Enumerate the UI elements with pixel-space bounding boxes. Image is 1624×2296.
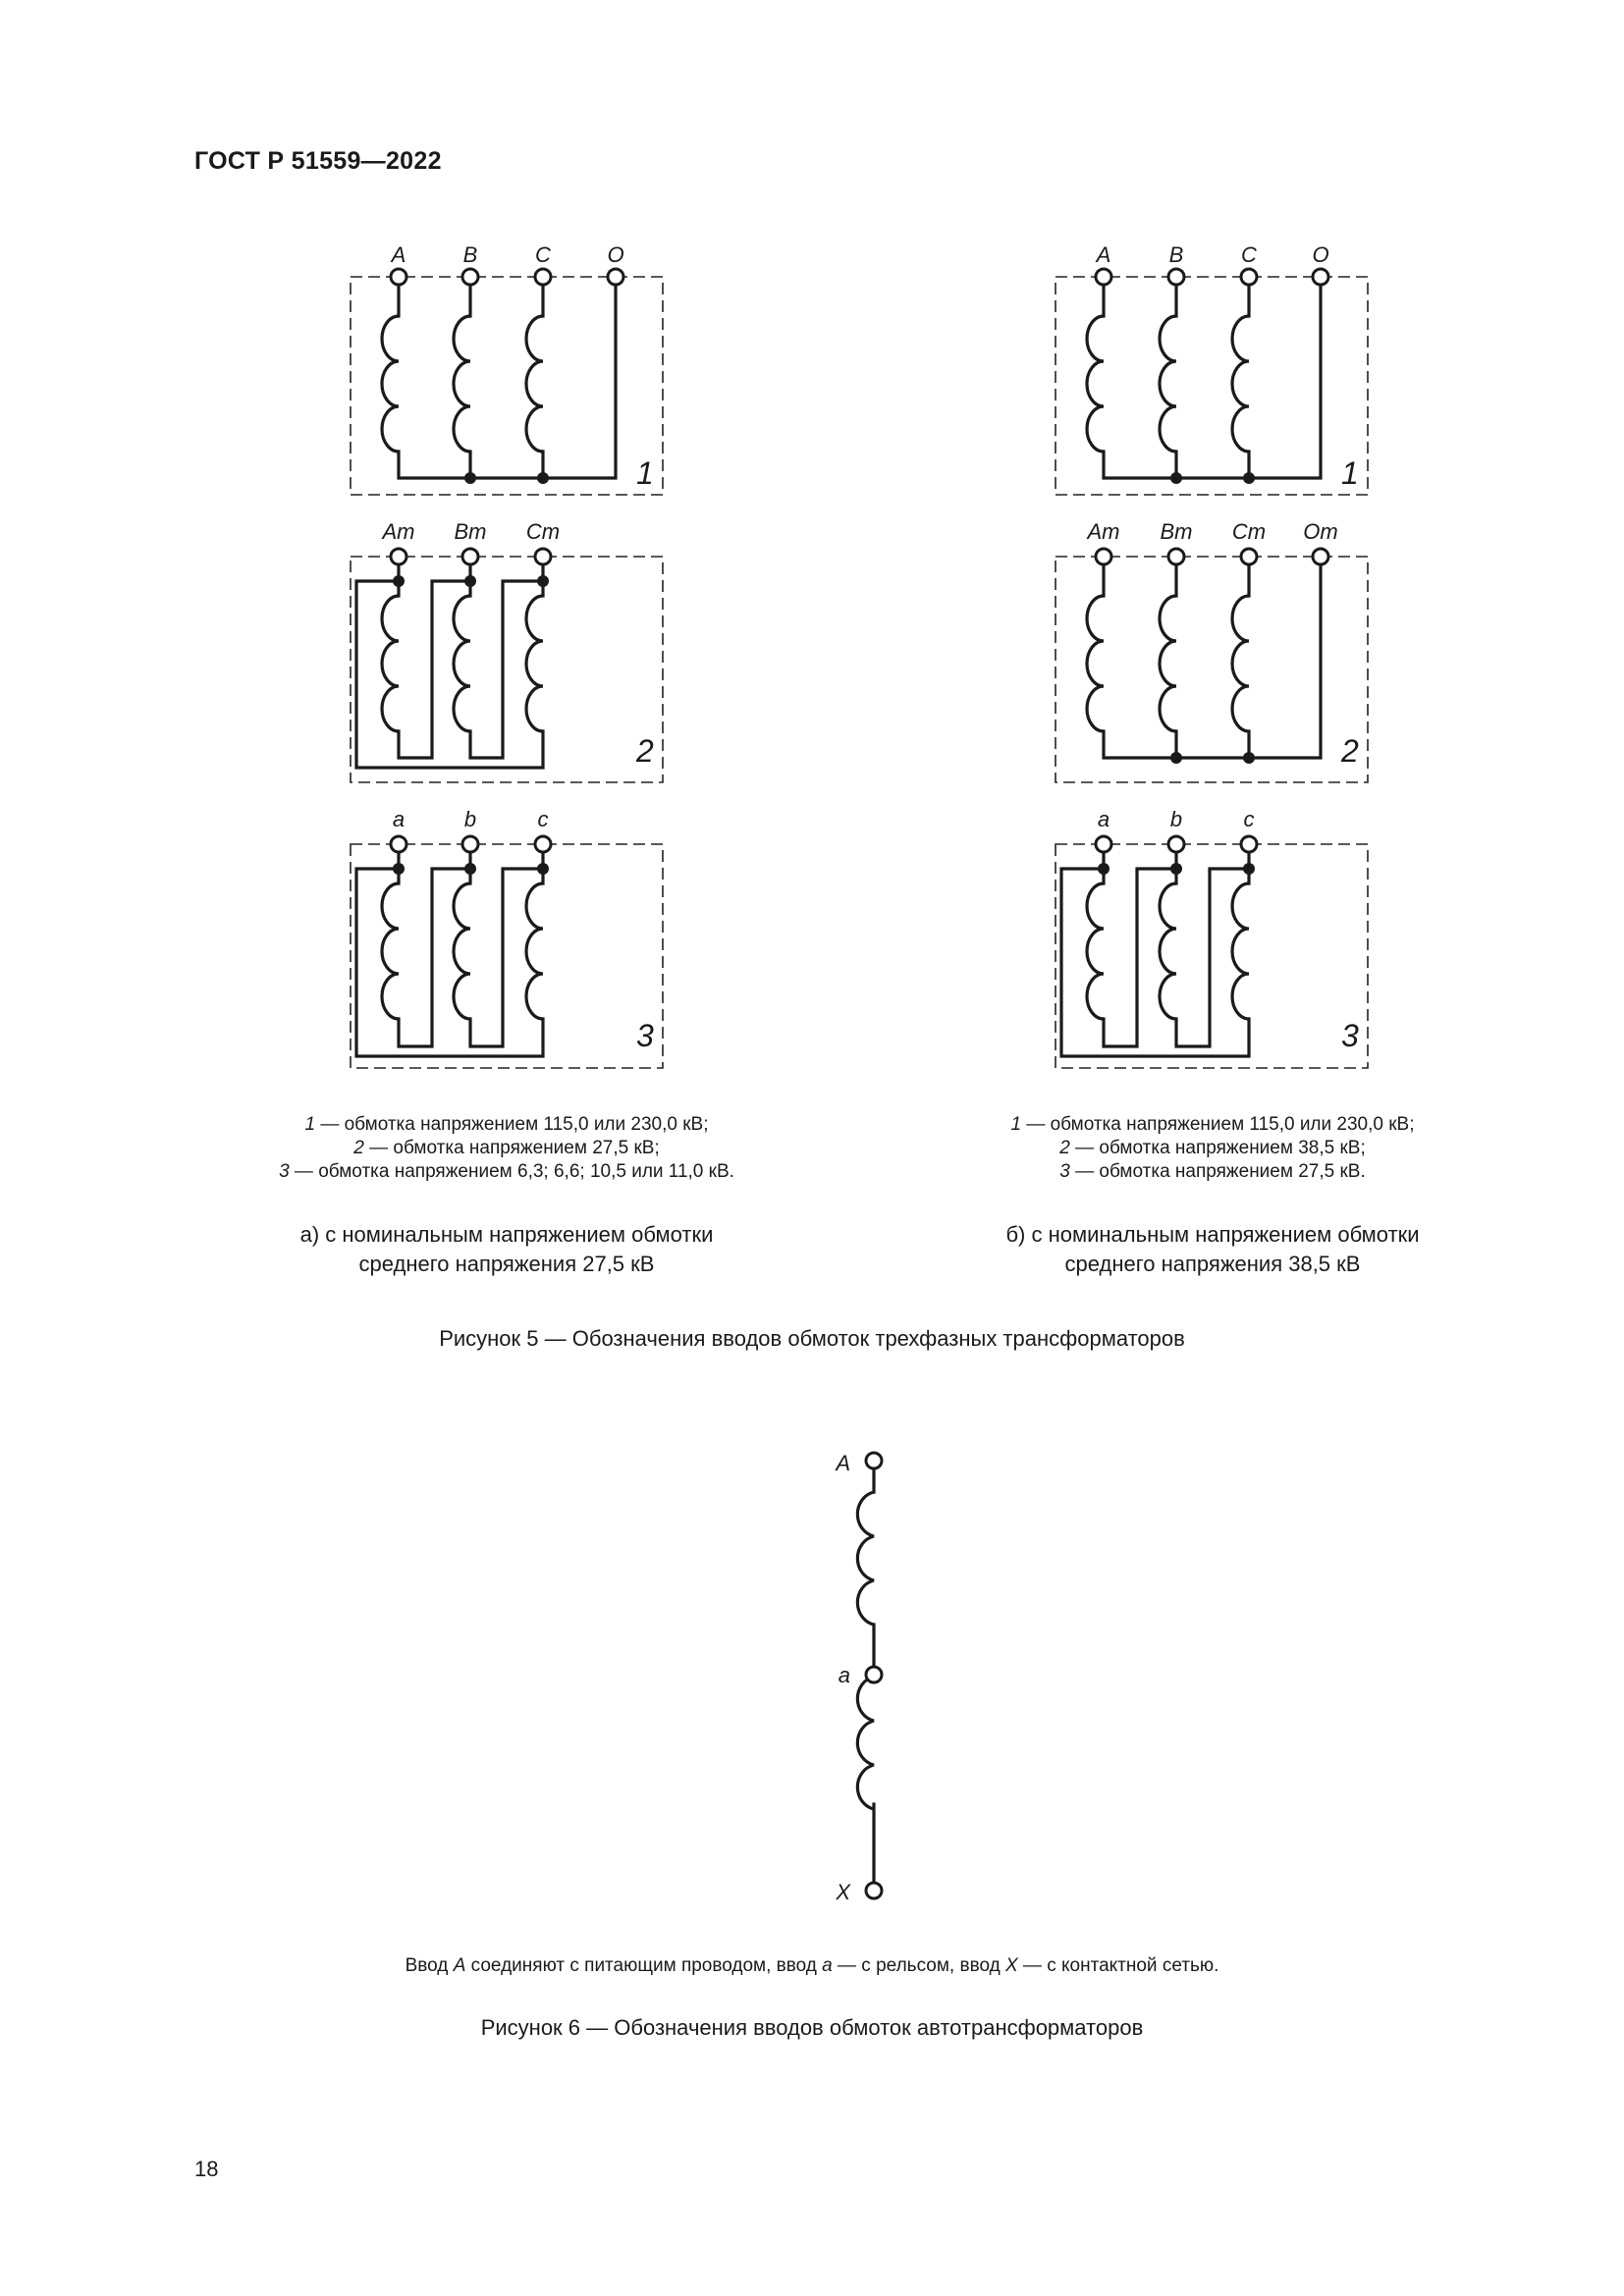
junction-dot [1243,863,1255,875]
winding-number: 1 [636,455,654,491]
panel-a-caption: а) с номинальным напряжением обмотки среднего напряжения 27,5 кВ [299,1222,714,1276]
terminal-label-B: B [462,242,478,267]
terminal [1168,836,1184,852]
legend-line: 1 — обмотка напряжением 115,0 или 230,0 кВ; [1010,1114,1415,1135]
winding-wires [1061,844,1249,1056]
coil-bm [454,596,470,731]
panel-b-winding-2 [1056,519,1368,782]
junction-dot [464,863,476,875]
junction-dot [1243,752,1255,764]
junction-dot [1170,472,1182,484]
winding-wires [356,557,543,768]
winding-number: 3 [636,1018,654,1053]
panel-b-winding-1 [1056,242,1368,495]
terminal-label-A: A [1096,242,1111,267]
terminal-label-O: O [1312,242,1329,267]
winding-number: 1 [1341,455,1359,491]
junction-dot [537,863,549,875]
terminal [866,1453,882,1468]
coil-c [526,316,543,452]
coil-cm [1232,596,1249,731]
terminal-label-a: a [1097,807,1110,831]
terminal [608,269,623,285]
winding-wires [356,844,543,1056]
terminal-label-C: C [535,242,551,267]
terminal [1241,836,1257,852]
legend-line: 3 — обмотка напряжением 27,5 кВ. [1059,1161,1366,1182]
panel-b-legend [898,1113,1527,1184]
terminal-label-X: X [836,1880,850,1904]
terminal-label-Am: Am [382,519,415,544]
terminal [866,1883,882,1898]
terminal-label-Cm: Cm [1231,519,1267,544]
terminal [535,549,551,564]
legend-line: 3 — обмотка напряжением 6,3; 6,6; 10,5 или 11,0 кВ. [279,1161,734,1182]
legend-line: 2 — обмотка напряжением 27,5 кВ; [353,1138,660,1158]
terminal [1241,549,1257,564]
terminal-label-c: c [1243,807,1255,831]
junction-dot [537,472,549,484]
figure-6-caption: Рисунок 6 — Обозначения вводов обмоток автотрансформаторов [480,2015,1144,2040]
upper-coil [857,1492,874,1625]
terminal [462,836,478,852]
terminal-label-A: A [836,1451,850,1475]
coil-a-low [382,883,399,1019]
terminal [1313,269,1328,285]
terminal-label-A: A [391,242,406,267]
terminal [535,836,551,852]
lower-coil [857,1677,874,1809]
coil-c-low [526,883,543,1019]
junction-dot [537,575,549,587]
terminal [1241,269,1257,285]
coil-bm [1160,596,1176,731]
junction-dot [393,863,405,875]
terminal-label-a: a [392,807,406,831]
terminal-label-Bm: Bm [454,519,487,544]
terminal-label-C: C [1241,242,1257,267]
coil-am [382,596,399,731]
figure-6-diagram [834,1451,882,1904]
figure-5-caption: Рисунок 5 — Обозначения вводов обмоток трехфазных трансформаторов [439,1326,1185,1351]
panel-a-legend [192,1113,821,1184]
terminal [1168,269,1184,285]
junction-dot [464,575,476,587]
winding-number: 2 [1341,733,1359,769]
panel-a-winding-3 [351,807,663,1068]
winding-number: 2 [636,733,654,769]
coil-cm [526,596,543,731]
terminal [391,549,406,564]
legend-line: 1 — обмотка напряжением 115,0 или 230,0 кВ; [304,1114,709,1135]
coil-c-low [1232,883,1249,1019]
panel-a-diagram [351,242,663,1068]
junction-dot [393,575,405,587]
coil-b-low [1160,883,1176,1019]
junction-dot [1170,752,1182,764]
junction-dot [1170,863,1182,875]
winding-wires [1104,277,1321,478]
junction-dot [1243,472,1255,484]
panel-b-caption: б) с номинальным напряжением обмотки среднего напряжения 38,5 кВ [1005,1222,1420,1276]
terminal [391,836,406,852]
terminal [535,269,551,285]
legend-line: 2 — обмотка напряжением 38,5 кВ; [1059,1138,1366,1158]
terminal [1313,549,1328,564]
coil-c [1232,316,1249,452]
coil-am [1087,596,1104,731]
terminal-label-a: a [838,1663,850,1687]
coil-b-low [454,883,470,1019]
terminal [866,1667,882,1682]
coil-a-low [1087,883,1104,1019]
coil-a [1087,316,1104,452]
junction-dot [464,472,476,484]
coil-b [454,316,470,452]
terminal-label-b: b [1169,807,1183,831]
coil-b [1160,316,1176,452]
terminal-label-Am: Am [1087,519,1120,544]
terminal-label-B: B [1168,242,1184,267]
terminal [1096,836,1111,852]
panel-b-diagram [1056,242,1368,1068]
winding-wires [399,277,616,478]
figure-6-note: Ввод A соединяют с питающим проводом, ввод a — с рельсом, ввод X — с контактной сетью. [405,1955,1219,1976]
page-number: 18 [194,2157,219,2181]
terminal [391,269,406,285]
junction-dot [1098,863,1110,875]
terminal-label-O: O [607,242,624,267]
terminal [1096,549,1111,564]
terminal [1096,269,1111,285]
panel-b-winding-3 [1056,807,1368,1068]
winding-wires [1104,557,1321,758]
panel-a-winding-1 [351,242,663,495]
terminal-label-b: b [463,807,477,831]
terminal-label-Om: Om [1303,519,1338,544]
terminal [462,549,478,564]
terminal [462,269,478,285]
terminal-label-Bm: Bm [1160,519,1193,544]
panel-a-winding-2 [351,519,663,782]
winding-number: 3 [1341,1018,1359,1053]
terminal-label-Cm: Cm [525,519,561,544]
standard-header: ГОСТ Р 51559—2022 [194,147,442,175]
coil-a [382,316,399,452]
terminal [1168,549,1184,564]
terminal-label-c: c [537,807,549,831]
